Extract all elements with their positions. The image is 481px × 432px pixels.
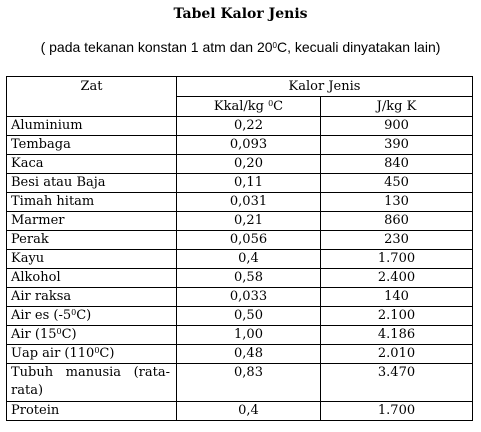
- cell-zat: Kaca: [7, 155, 177, 174]
- cell-joule: 2.100: [321, 307, 473, 326]
- cell-joule: 230: [321, 231, 473, 250]
- cell-joule: 3.470: [321, 364, 473, 402]
- table-subtitle: [0, 38, 481, 56]
- degree-superscript: 0: [56, 327, 62, 336]
- cell-joule: 140: [321, 288, 473, 307]
- cell-zat-text: Air es (-5: [11, 308, 72, 323]
- degree-superscript: 0: [268, 99, 274, 108]
- degree-superscript: 0: [71, 308, 77, 317]
- cell-kkal: 0,4: [177, 402, 321, 421]
- table-row: [7, 307, 473, 326]
- table-row: [7, 345, 473, 364]
- table-row: [7, 288, 473, 307]
- table-row: [7, 231, 473, 250]
- cell-zat: [7, 345, 177, 364]
- cell-zat-unit: C): [99, 346, 115, 361]
- header-kalor-jenis: Kalor Jenis: [177, 77, 473, 97]
- cell-zat: Aluminium: [7, 117, 177, 136]
- cell-joule: 2.400: [321, 269, 473, 288]
- cell-zat: Besi atau Baja: [7, 174, 177, 193]
- cell-joule: 2.010: [321, 345, 473, 364]
- table-row: [7, 250, 473, 269]
- degree-superscript: 0: [272, 41, 277, 50]
- table-row: [7, 174, 473, 193]
- cell-kkal: 0,031: [177, 193, 321, 212]
- cell-kkal: 0,033: [177, 288, 321, 307]
- cell-kkal: 0,20: [177, 155, 321, 174]
- cell-kkal: 0,22: [177, 117, 321, 136]
- cell-joule: 450: [321, 174, 473, 193]
- cell-kkal: 1,00: [177, 326, 321, 345]
- cell-joule: 1.700: [321, 402, 473, 421]
- cell-zat: Tembaga: [7, 136, 177, 155]
- table-row: [7, 155, 473, 174]
- header-zat: Zat: [7, 77, 177, 117]
- table-row: [7, 212, 473, 231]
- cell-zat-unit: C): [61, 327, 77, 342]
- table-row: [7, 364, 473, 402]
- cell-kkal: 0,4: [177, 250, 321, 269]
- cell-joule: 840: [321, 155, 473, 174]
- header-kkal: [177, 97, 321, 117]
- table-row: [7, 193, 473, 212]
- cell-joule: 390: [321, 136, 473, 155]
- page-title: Tabel Kalor Jenis: [173, 6, 308, 22]
- header-kkal-unit: C: [273, 99, 284, 114]
- cell-joule: 900: [321, 117, 473, 136]
- cell-zat: Alkohol: [7, 269, 177, 288]
- cell-zat: [7, 326, 177, 345]
- cell-kkal: 0,056: [177, 231, 321, 250]
- cell-zat: Air raksa: [7, 288, 177, 307]
- table-row: [7, 117, 473, 136]
- degree-superscript: 0: [94, 346, 100, 355]
- table-row: [7, 326, 473, 345]
- subtitle-text: ( pada tekanan konstan 1 atm dan 20: [40, 39, 273, 55]
- cell-zat: Marmer: [7, 212, 177, 231]
- cell-kkal: 0,48: [177, 345, 321, 364]
- table-row: [7, 269, 473, 288]
- cell-zat-text: Uap air (110: [11, 346, 95, 361]
- cell-kkal: 0,50: [177, 307, 321, 326]
- cell-kkal: 0,21: [177, 212, 321, 231]
- cell-zat: Protein: [7, 402, 177, 421]
- cell-zat: Timah hitam: [7, 193, 177, 212]
- cell-kkal: 0,11: [177, 174, 321, 193]
- header-joule: J/kg K: [321, 97, 473, 117]
- cell-zat: Kayu: [7, 250, 177, 269]
- table-row: [7, 136, 473, 155]
- subtitle-text-end: C, kecuali dinyatakan lain): [276, 39, 441, 55]
- header-row: [7, 77, 473, 97]
- specific-heat-table: [6, 76, 473, 421]
- table-row: [7, 402, 473, 421]
- cell-joule: 1.700: [321, 250, 473, 269]
- cell-zat: Perak: [7, 231, 177, 250]
- cell-zat: [7, 307, 177, 326]
- cell-kkal: 0,58: [177, 269, 321, 288]
- cell-zat-text: Air (15: [11, 327, 57, 342]
- cell-zat: Tubuh manusia (rata-rata): [7, 364, 177, 402]
- cell-joule: 130: [321, 193, 473, 212]
- cell-joule: 860: [321, 212, 473, 231]
- cell-joule: 4.186: [321, 326, 473, 345]
- cell-kkal: 0,83: [177, 364, 321, 402]
- cell-kkal: 0,093: [177, 136, 321, 155]
- header-kkal-text: Kkal/kg: [213, 99, 269, 114]
- cell-zat-unit: C): [76, 308, 92, 323]
